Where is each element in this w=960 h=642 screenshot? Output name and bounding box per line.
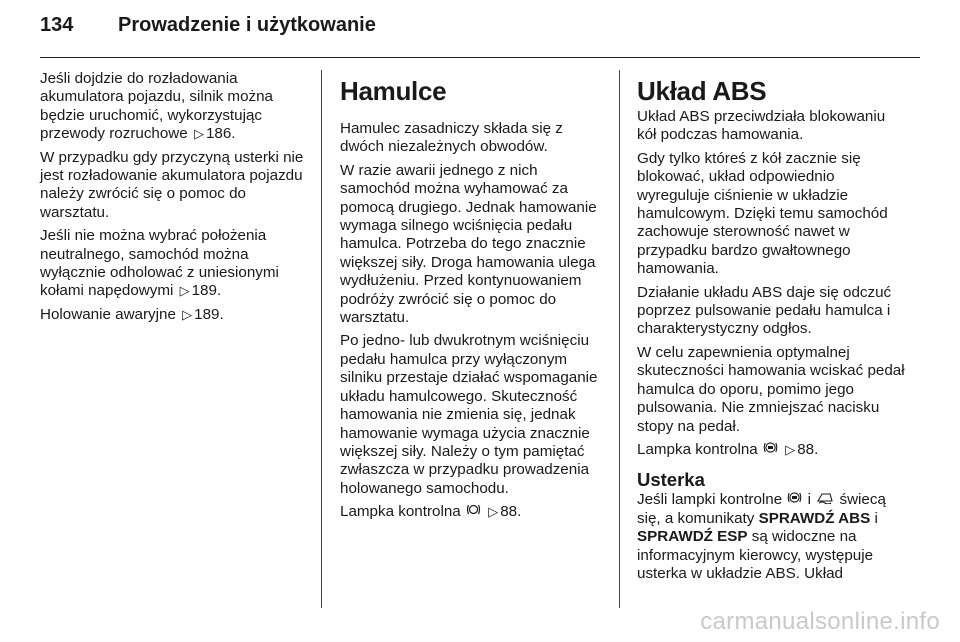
paragraph: Lampka kontrolna ▷ 88. [637,440,819,458]
arrow-triangle-icon: ▷ [182,306,193,322]
page-number: 134 [40,14,74,36]
column-divider-1 [321,70,322,608]
arrow-triangle-icon: ▷ [488,504,499,520]
page-reference[interactable]: 88. [500,503,522,521]
column-2 [340,70,606,527]
brake-warning-lamp-icon [466,503,481,521]
page-reference[interactable]: 186. [205,125,236,143]
column-divider-2 [619,70,620,608]
page-title: Prowadzenie i użytkowanie [118,14,376,36]
paragraph: Jeśli nie można wybrać położenia neutralnego, samochód można wyłącznie odholować z uniesionymi kołami napędowymi ▷ 189. [40,227,279,300]
esp-lamp-icon [816,491,834,509]
abs-lamp-icon [787,491,802,509]
page-reference[interactable]: 189. [194,305,224,323]
page-reference[interactable]: 88. [797,440,819,458]
paragraph: W przypadku gdy przyczyną usterki nie jest rozładowanie akumulatora pojazdu należy zwrócić się o pomoc do warsztatu. [40,148,304,221]
page-header [40,14,376,48]
section-heading-brakes: Hamulce [340,76,447,106]
arrow-triangle-icon: ▷ [785,441,796,457]
arrow-triangle-icon: ▷ [179,283,190,299]
column-3 [637,70,907,588]
column-1 [40,70,312,329]
paragraph: Po jedno- lub dwukrotnym wciśnięciu pedału hamulca przy wyłączonym silniku przestaje działać wspomaganie układu hamulcowego. Skuteczność hamowania nie zmienia się, jednak hamowanie wymaga użycia znacznie większej siły. Należy o tym pamiętać zwłaszcza w przypadku prowadzenia holowanego samochodu. [340,332,598,497]
paragraph: W celu zapewnienia optymalnej skuteczności hamowania wciskać pedał hamulca do oporu, pomimo jego pulsowania. Nie zmniejszać nacisku stopy na pedał. [637,343,905,435]
paragraph: Jeśli lampki kontrolne i świecą się, a komunikaty SPRAWDŹ ABS i SPRAWDŹ ESP są widoczne na informacyjnym kierowcy, występuje usterka w układzie ABS. Układ [637,491,886,582]
message-check-esp: SPRAWDŹ ESP [637,528,748,546]
header-divider [40,57,920,58]
paragraph: W razie awarii jednego z nich samochód można wyhamować za pomocą drugiego. Jednak hamowanie wymaga silnego wciśnięcia pedału hamulca. Potrzeba do tego znacznie większej siły. Droga hamowania ulega wydłużeniu. Przed kontynuowaniem podróży zwrócić się o pomoc do warsztatu. [340,161,597,327]
paragraph: Jeśli dojdzie do rozładowania akumulatora pojazdu, silnik można będzie uruchomić, wykorzystując przewody rozruchowe ▷ 186. [40,70,273,143]
paragraph: Gdy tylko któreś z kół zacznie się blokować, układ odpowiednio wyreguluje ciśnienie w układzie hamulcowym. Dzięki temu samochód zachowuje sterowność nawet w przypadku bardzo gwałtownego hamowania. [637,149,888,278]
abs-lamp-icon [763,441,778,459]
paragraph: Hamulec zasadniczy składa się z dwóch niezależnych obwodów. [340,120,563,156]
paragraph: Układ ABS przeciwdziała blokowaniu kół podczas hamowania. [637,108,886,144]
watermark: carmanualsonline.info [700,608,940,635]
paragraph: Lampka kontrolna ▷ 88. [340,503,522,521]
message-check-abs: SPRAWDŹ ABS [758,509,871,527]
paragraph: Holowanie awaryjne ▷ 189. [40,305,224,323]
arrow-triangle-icon: ▷ [193,126,204,142]
subheading-fault: Usterka [637,469,705,491]
paragraph: Działanie układu ABS daje się odczuć poprzez pulsowanie pedału hamulca i charakterystyczny odgłos. [637,283,892,338]
section-heading-abs: Układ ABS [637,76,767,106]
page-reference[interactable]: 189. [191,282,222,300]
